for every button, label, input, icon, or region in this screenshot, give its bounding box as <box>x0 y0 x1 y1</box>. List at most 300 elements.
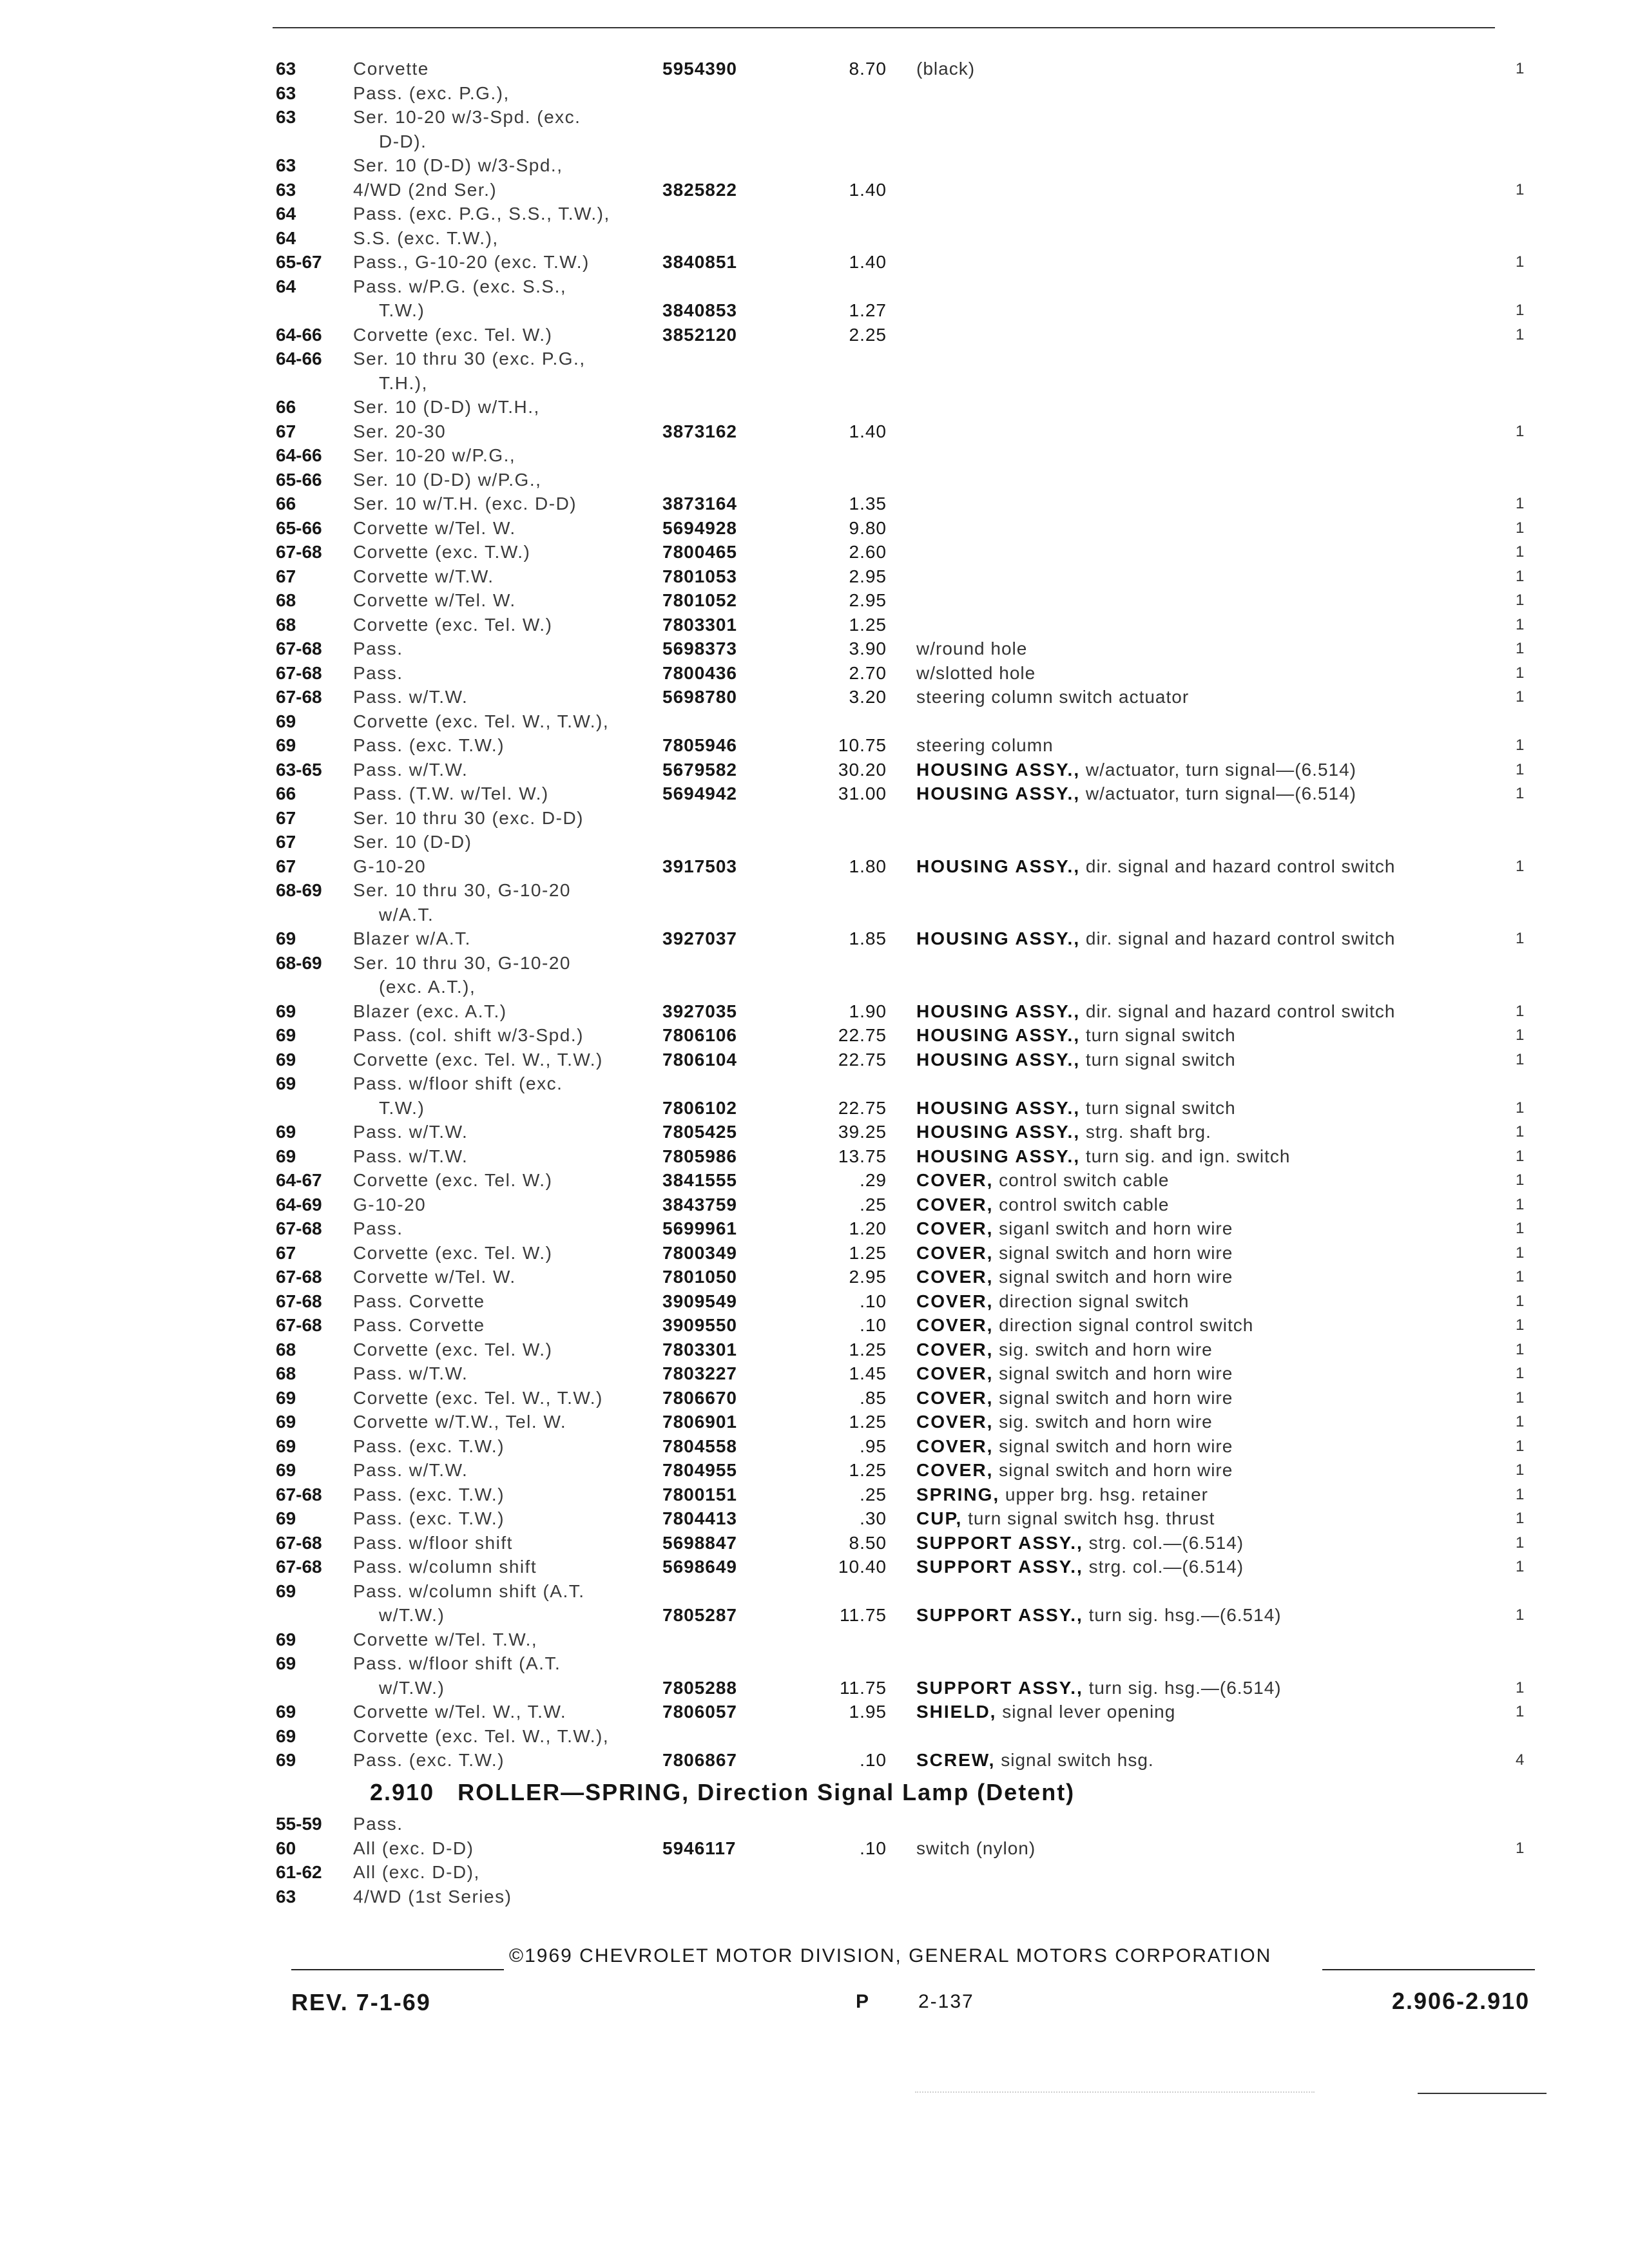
part-number: 7804955 <box>662 1460 738 1480</box>
description-text: w/slotted hole <box>916 662 1036 683</box>
quantity: 1 <box>1516 1244 1525 1262</box>
year-range: 64 <box>276 227 296 248</box>
model-applicability: Pass. w/floor shift (A.T. <box>353 1653 561 1673</box>
part-name: HOUSING ASSY., <box>916 856 1081 876</box>
model-applicability: G-10-20 <box>353 1194 427 1215</box>
parts-row <box>0 1265 1629 1289</box>
part-number: 7803301 <box>662 614 738 635</box>
quantity: 1 <box>1516 688 1525 706</box>
year-range: 67-68 <box>276 662 322 683</box>
price: 1.95 <box>849 1702 887 1722</box>
parts-row <box>0 1048 1629 1072</box>
price: 1.40 <box>849 179 887 200</box>
part-description <box>916 1120 1211 1144</box>
part-number: 5698649 <box>662 1557 738 1577</box>
part-number: 7806102 <box>662 1097 738 1118</box>
quantity: 1 <box>1516 180 1525 198</box>
model-applicability: 4/WD (1st Series) <box>353 1886 512 1907</box>
parts-row <box>0 1700 1629 1724</box>
quantity: 1 <box>1516 930 1525 947</box>
model-applicability: D-D). <box>379 131 427 151</box>
model-applicability: Pass. w/T.W. <box>353 1122 468 1142</box>
parts-row <box>0 1386 1629 1410</box>
model-applicability: Corvette w/Tel. W. <box>353 590 516 610</box>
part-number: 7805288 <box>662 1677 738 1698</box>
year-range: 69 <box>276 1049 296 1070</box>
model-applicability: Ser. 10 thru 30 (exc. P.G., <box>353 349 586 369</box>
description-text: turn sig. hsg.—(6.514) <box>1088 1677 1282 1698</box>
parts-row <box>0 1120 1629 1144</box>
parts-row <box>0 323 1629 347</box>
quantity: 1 <box>1516 1485 1525 1503</box>
part-name: HOUSING ASSY., <box>916 759 1081 780</box>
year-range: 65-67 <box>276 252 322 272</box>
price: 1.20 <box>849 1218 887 1238</box>
part-description <box>916 1531 1244 1555</box>
quantity: 1 <box>1516 60 1525 77</box>
parts-row <box>0 1506 1629 1531</box>
year-range: 69 <box>276 1025 296 1045</box>
part-number: 7803227 <box>662 1363 738 1383</box>
model-applicability: Pass. w/T.W. <box>353 1146 468 1166</box>
year-range: 67 <box>276 421 296 441</box>
parts-row <box>0 57 1629 81</box>
part-number: 7804558 <box>662 1436 738 1456</box>
parts-row <box>0 347 1629 371</box>
page-letter: P <box>856 1991 869 2012</box>
quantity: 1 <box>1516 664 1525 682</box>
description-text: steering column switch actuator <box>916 687 1190 707</box>
part-description <box>916 758 1356 782</box>
model-applicability: Pass. (col. shift w/3-Spd.) <box>353 1025 584 1045</box>
part-number: 7806901 <box>662 1412 738 1432</box>
parts-row <box>0 81 1629 106</box>
year-range: 69 <box>276 1750 296 1770</box>
quantity: 1 <box>1516 567 1525 585</box>
model-applicability: Ser. 10 (D-D) w/3-Spd., <box>353 155 563 175</box>
model-applicability: Ser. 20-30 <box>353 421 447 441</box>
part-number: 7800151 <box>662 1484 738 1504</box>
part-description <box>916 1555 1244 1579</box>
quantity: 1 <box>1516 1123 1525 1140</box>
parts-row <box>0 153 1629 178</box>
part-name: COVER, <box>916 1436 994 1456</box>
parts-row <box>0 1216 1629 1241</box>
parts-list <box>0 57 1629 1773</box>
model-applicability: Corvette (exc. T.W.) <box>353 542 531 562</box>
quantity: 1 <box>1516 1533 1525 1552</box>
quantity: 1 <box>1516 1147 1525 1165</box>
model-applicability: Pass. w/T.W. <box>353 759 468 780</box>
model-applicability: All (exc. D-D), <box>353 1862 480 1882</box>
year-range: 67 <box>276 856 296 876</box>
part-number: 3927035 <box>662 1001 738 1021</box>
part-number: 5698847 <box>662 1532 738 1553</box>
part-description <box>916 1603 1282 1628</box>
parts-row <box>0 975 1629 999</box>
model-applicability: Corvette w/T.W. <box>353 566 494 586</box>
parts-row <box>0 1483 1629 1507</box>
price: 3.90 <box>849 639 887 658</box>
quantity: 1 <box>1516 1839 1525 1857</box>
price: 22.75 <box>838 1097 887 1118</box>
model-applicability: All (exc. D-D) <box>353 1838 474 1858</box>
year-range: 69 <box>276 735 296 755</box>
parts-row <box>0 903 1629 927</box>
year-range: 63 <box>276 59 296 79</box>
price: 11.75 <box>840 1605 887 1625</box>
price: 31.00 <box>838 783 887 803</box>
parts-row <box>0 371 1629 396</box>
price: 1.25 <box>849 1412 887 1432</box>
part-number: 5954390 <box>662 59 738 79</box>
part-description <box>916 927 1395 951</box>
description-text: signal switch and horn wire <box>999 1363 1233 1383</box>
description-text: w/round hole <box>916 639 1028 658</box>
parts-row <box>0 178 1629 202</box>
description-text: turn sig. hsg.—(6.514) <box>1088 1605 1282 1625</box>
price: .10 <box>860 1315 887 1335</box>
part-name: COVER, <box>916 1170 994 1190</box>
model-applicability: Ser. 10 thru 30, G-10-20 <box>353 880 571 900</box>
model-applicability: Pass. (exc. T.W.) <box>353 1484 505 1504</box>
quantity: 1 <box>1516 857 1525 875</box>
model-applicability: Pass. (T.W. w/Tel. W.) <box>353 783 549 803</box>
description-text: signal switch and horn wire <box>999 1242 1233 1263</box>
year-range: 67-68 <box>276 1218 322 1238</box>
parts-row <box>0 999 1629 1024</box>
faint-rule <box>915 2091 1315 2095</box>
part-description <box>916 1313 1253 1338</box>
part-number: 7805986 <box>662 1146 738 1166</box>
part-description <box>916 1338 1213 1362</box>
model-applicability: G-10-20 <box>353 856 427 876</box>
parts-row <box>0 492 1629 516</box>
part-number: 7801053 <box>662 566 738 586</box>
year-range: 67 <box>276 832 296 852</box>
price: 22.75 <box>838 1025 887 1045</box>
description-text: turn sig. and ign. switch <box>1085 1146 1291 1166</box>
price: 1.40 <box>849 252 887 272</box>
part-number: 3873162 <box>662 421 738 441</box>
year-range: 69 <box>276 711 296 731</box>
part-description <box>916 1676 1282 1700</box>
quantity: 1 <box>1516 1099 1525 1117</box>
description-text: upper brg. hsg. retainer <box>1005 1484 1208 1504</box>
parts-row <box>0 105 1629 130</box>
year-range: 68-69 <box>276 952 322 973</box>
quantity: 1 <box>1516 1389 1525 1407</box>
parts-row <box>0 1628 1629 1652</box>
part-description <box>916 57 975 81</box>
description-text: direction signal switch <box>999 1291 1190 1311</box>
part-description <box>916 1193 1169 1217</box>
parts-row <box>0 1023 1629 1048</box>
price: 2.25 <box>849 324 887 345</box>
year-range: 64-66 <box>276 324 322 345</box>
description-text: sig. switch and horn wire <box>999 1339 1213 1360</box>
top-rule <box>273 27 1495 28</box>
parts-row <box>0 758 1629 782</box>
model-applicability: Corvette (exc. Tel. W.) <box>353 614 553 635</box>
description-text: signal switch and horn wire <box>999 1267 1233 1287</box>
year-range: 68 <box>276 1363 296 1383</box>
section-heading <box>370 1779 1075 1806</box>
quantity: 1 <box>1516 1292 1525 1310</box>
parts-row <box>0 468 1629 492</box>
part-number: 5694942 <box>662 783 738 803</box>
part-description <box>916 999 1395 1024</box>
price: 10.75 <box>838 735 887 755</box>
model-applicability: Corvette w/Tel. T.W., <box>353 1629 538 1649</box>
part-name: COVER, <box>916 1387 994 1408</box>
part-description <box>916 1483 1208 1507</box>
model-applicability: Corvette (exc. Tel. W., T.W.), <box>353 1725 610 1746</box>
part-number: 7800465 <box>662 542 738 562</box>
model-applicability: 4/WD (2nd Ser.) <box>353 179 497 200</box>
part-name: SCREW, <box>916 1750 996 1770</box>
model-applicability: Pass. (exc. P.G., S.S., T.W.), <box>353 204 610 224</box>
price: 22.75 <box>838 1049 887 1070</box>
year-range: 64 <box>276 204 296 224</box>
model-applicability: Ser. 10 thru 30 (exc. D-D) <box>353 807 584 828</box>
quantity: 1 <box>1516 1316 1525 1334</box>
description-text: strg. col.—(6.514) <box>1088 1557 1244 1577</box>
price: 2.95 <box>849 566 887 586</box>
part-name: COVER, <box>916 1363 994 1383</box>
part-number: 3909549 <box>662 1291 738 1311</box>
parts-row <box>0 806 1629 831</box>
description-text: direction signal control switch <box>999 1315 1254 1335</box>
year-range: 67-68 <box>276 1267 322 1287</box>
price: 1.80 <box>849 856 887 876</box>
year-range: 69 <box>276 1508 296 1528</box>
price: 2.60 <box>849 542 887 562</box>
year-range: 60 <box>276 1838 296 1858</box>
parts-row <box>0 226 1629 251</box>
part-name: HOUSING ASSY., <box>916 1049 1081 1070</box>
parts-row <box>0 274 1629 299</box>
model-applicability: Ser. 10 (D-D) w/T.H., <box>353 397 540 417</box>
model-applicability: Ser. 10 (D-D) <box>353 832 472 852</box>
parts-row <box>0 637 1629 661</box>
quantity: 1 <box>1516 785 1525 802</box>
quantity: 1 <box>1516 1413 1525 1430</box>
model-applicability: Pass. w/T.W. <box>353 1460 468 1480</box>
quantity: 1 <box>1516 302 1525 319</box>
year-range: 69 <box>276 1653 296 1673</box>
price: 1.25 <box>849 1242 887 1263</box>
year-range: 69 <box>276 1387 296 1408</box>
part-description <box>916 1265 1233 1289</box>
parts-row <box>0 830 1629 854</box>
model-applicability: Pass. <box>353 1814 403 1834</box>
parts-row <box>0 1579 1629 1604</box>
model-applicability: w/T.W.) <box>379 1677 445 1698</box>
quantity: 1 <box>1516 1268 1525 1285</box>
quantity: 1 <box>1516 1002 1525 1020</box>
year-range: 67-68 <box>276 1315 322 1335</box>
year-range: 68 <box>276 590 296 610</box>
parts-row <box>0 202 1629 226</box>
quantity: 1 <box>1516 1365 1525 1382</box>
description-text: w/actuator, turn signal—(6.514) <box>1085 783 1356 803</box>
part-number: 3840851 <box>662 252 738 272</box>
description-text: control switch cable <box>999 1170 1170 1190</box>
part-number: 7806867 <box>662 1750 738 1770</box>
part-number: 5699961 <box>662 1218 738 1238</box>
parts-row <box>0 564 1629 589</box>
model-applicability: Pass. w/T.W. <box>353 1363 468 1383</box>
parts-row <box>0 661 1629 686</box>
model-applicability: Pass. (exc. T.W.) <box>353 735 505 755</box>
price: 1.90 <box>849 1001 887 1021</box>
model-applicability: Blazer (exc. A.T.) <box>353 1001 507 1021</box>
model-applicability: Corvette (exc. Tel. W.) <box>353 1242 553 1263</box>
model-applicability: Pass. (exc. T.W.) <box>353 1436 505 1456</box>
price: .29 <box>860 1170 887 1190</box>
parts-row <box>0 1748 1629 1773</box>
price: 13.75 <box>838 1146 887 1166</box>
price: 1.40 <box>849 421 887 441</box>
parts-row <box>0 1724 1629 1749</box>
year-range: 69 <box>276 1702 296 1722</box>
price: 1.25 <box>849 1339 887 1360</box>
part-name: SPRING, <box>916 1484 1000 1504</box>
model-applicability: T.W.) <box>379 1097 425 1118</box>
part-name: COVER, <box>916 1267 994 1287</box>
year-range: 63 <box>276 155 296 175</box>
year-range: 67-68 <box>276 1291 322 1311</box>
part-description <box>916 1458 1233 1483</box>
price: 8.70 <box>849 59 887 79</box>
model-applicability: (exc. A.T.), <box>379 977 476 997</box>
part-description <box>916 1506 1215 1531</box>
parts-row <box>0 1836 1629 1861</box>
part-description <box>916 685 1189 709</box>
price: 2.95 <box>849 1267 887 1287</box>
part-description <box>916 1836 1036 1861</box>
price: 1.25 <box>849 1460 887 1480</box>
quantity: 1 <box>1516 1026 1525 1044</box>
model-applicability: Pass. (exc. T.W.) <box>353 1508 505 1528</box>
year-range: 63 <box>276 107 296 127</box>
parts-row <box>0 1555 1629 1579</box>
part-number: 7801050 <box>662 1267 738 1287</box>
parts-row <box>0 1144 1629 1169</box>
part-number: 3843759 <box>662 1194 738 1215</box>
model-applicability: Pass. w/column shift (A.T. <box>353 1581 585 1601</box>
price: 8.50 <box>849 1532 887 1553</box>
parts-row <box>0 613 1629 637</box>
model-applicability: Pass. (exc. P.G.), <box>353 82 510 103</box>
price: 11.75 <box>840 1677 887 1698</box>
part-number: 7806057 <box>662 1702 738 1722</box>
model-applicability: Corvette w/Tel. W. <box>353 1267 516 1287</box>
part-description <box>916 1168 1169 1193</box>
price: 10.40 <box>838 1557 887 1577</box>
parts-row <box>0 685 1629 709</box>
parts-row <box>0 395 1629 419</box>
part-number: 3825822 <box>662 179 738 200</box>
quantity: 1 <box>1516 543 1525 561</box>
description-text: strg. shaft brg. <box>1085 1122 1211 1142</box>
year-range: 63-65 <box>276 759 322 780</box>
part-number: 7806104 <box>662 1049 738 1070</box>
quantity: 1 <box>1516 1195 1525 1213</box>
model-applicability: Ser. 10 thru 30, G-10-20 <box>353 952 571 973</box>
year-range: 67 <box>276 566 296 586</box>
year-range: 64 <box>276 276 296 296</box>
parts-row <box>0 1313 1629 1338</box>
price: 1.27 <box>849 300 887 320</box>
price: 30.20 <box>838 759 887 780</box>
price: .30 <box>860 1508 887 1528</box>
description-text: turn signal switch hsg. thrust <box>968 1508 1215 1528</box>
price: .95 <box>860 1436 887 1456</box>
copyright-notice: ©1969 CHEVROLET MOTOR DIVISION, GENERAL MOTORS CORPORATION <box>509 1945 1272 1966</box>
quantity: 1 <box>1516 253 1525 271</box>
year-range: 67-68 <box>276 1557 322 1577</box>
quantity: 1 <box>1516 760 1525 778</box>
price: 1.85 <box>849 928 887 948</box>
year-range: 67-68 <box>276 1532 322 1553</box>
part-description <box>916 1361 1233 1386</box>
year-range: 69 <box>276 1581 296 1601</box>
model-applicability: Pass. w/floor shift (exc. <box>353 1073 563 1093</box>
model-applicability: Corvette (exc. Tel. W.) <box>353 324 553 345</box>
year-range: 64-66 <box>276 445 322 465</box>
price: 1.25 <box>849 614 887 635</box>
price: .10 <box>860 1291 887 1311</box>
quantity: 1 <box>1516 325 1525 343</box>
part-name: HOUSING ASSY., <box>916 1001 1081 1021</box>
parts-row <box>0 1676 1629 1700</box>
part-name: HOUSING ASSY., <box>916 1025 1081 1045</box>
quantity: 1 <box>1516 640 1525 657</box>
parts-row <box>0 709 1629 734</box>
model-applicability: w/T.W.) <box>379 1605 445 1625</box>
parts-row <box>0 298 1629 323</box>
part-name: COVER, <box>916 1339 994 1360</box>
year-range: 69 <box>276 1436 296 1456</box>
part-name: HOUSING ASSY., <box>916 928 1081 948</box>
part-number: 7805287 <box>662 1605 738 1625</box>
price: .25 <box>860 1484 887 1504</box>
model-applicability: Pass. Corvette <box>353 1315 485 1335</box>
parts-row <box>0 588 1629 613</box>
parts-row <box>0 130 1629 154</box>
section-parts-list <box>0 1812 1629 1908</box>
parts-row <box>0 854 1629 879</box>
year-range: 69 <box>276 1122 296 1142</box>
description-text: signal switch and horn wire <box>999 1460 1233 1480</box>
year-range: 63 <box>276 82 296 103</box>
price: 3.20 <box>849 687 887 707</box>
model-applicability: Ser. 10 (D-D) w/P.G., <box>353 469 542 490</box>
part-number: 7800349 <box>662 1242 738 1263</box>
price: 1.35 <box>849 494 887 514</box>
part-description <box>916 1096 1236 1120</box>
description-text: signal switch and horn wire <box>999 1436 1233 1456</box>
part-number: 7805425 <box>662 1122 738 1142</box>
parts-row <box>0 1434 1629 1459</box>
quantity: 1 <box>1516 1340 1525 1358</box>
part-name: CUP, <box>916 1508 963 1528</box>
price: .85 <box>860 1387 887 1408</box>
description-text: dir. signal and hazard control switch <box>1085 928 1396 948</box>
model-applicability: Blazer w/A.T. <box>353 928 471 948</box>
